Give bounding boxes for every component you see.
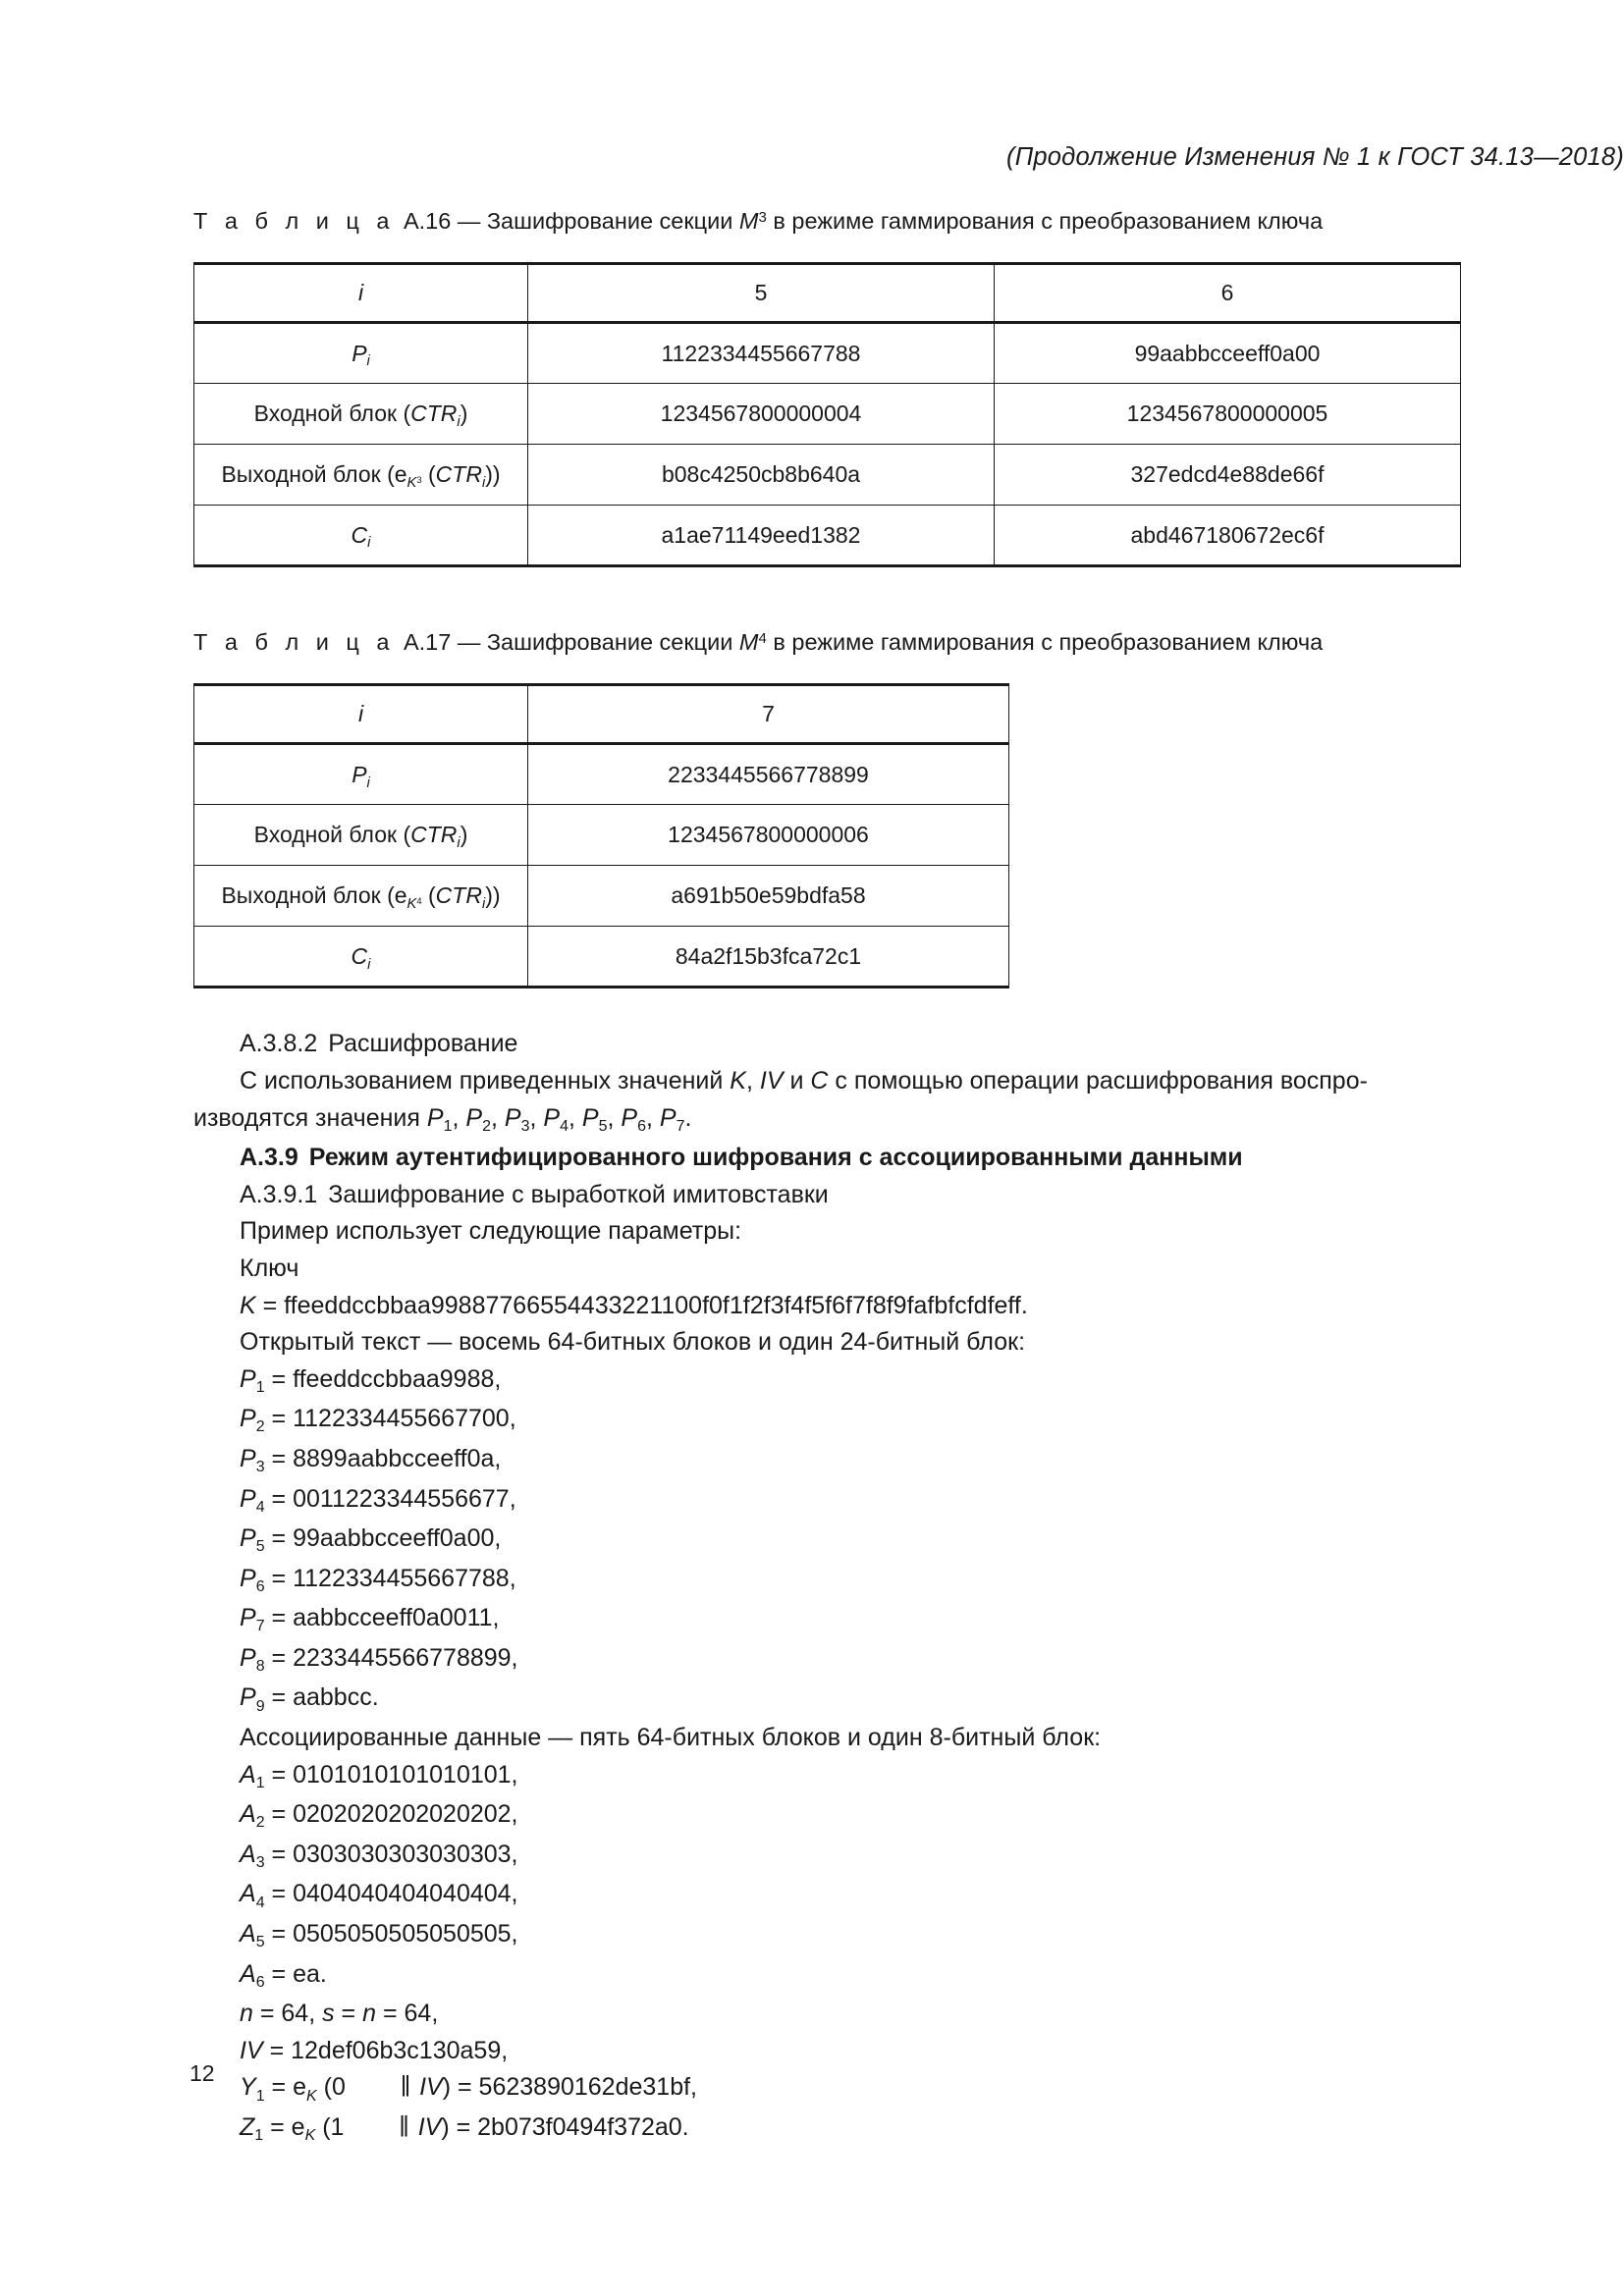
decrypt-text-a: С использованием приведенных значений [240, 1066, 731, 1095]
section-a39-title: Режим аутентифицированного шифрования с ассоциированными данными [308, 1144, 1243, 1172]
assoc-symbol: A [240, 1760, 256, 1789]
table-a16-col-i [194, 264, 528, 323]
row-label-sup: 3 [416, 473, 422, 485]
decrypt-text-c: и [783, 1066, 811, 1095]
plaintext-value: = 1122334455667700, [271, 1405, 516, 1433]
plaintext-item [193, 1561, 1460, 1601]
y1-line [193, 2069, 1460, 2109]
table-a16-col-6: 6 [995, 264, 1461, 323]
table-a17-caption-text-before: Зашифрование секции [486, 629, 733, 656]
row-symbol-sub: i [366, 353, 370, 370]
row-symbol: P [352, 340, 367, 366]
table-a17-row-output-val-7: a691b50e59bdfa58 [528, 866, 1009, 927]
p-symbol: P [504, 1103, 521, 1132]
key-symbol: K [240, 1291, 256, 1319]
plaintext-item [193, 1362, 1460, 1402]
table-a16-row-output-val-5: b08c4250cb8b640a [528, 445, 995, 506]
section-a382-title: Расшифрование [328, 1030, 518, 1058]
plaintext-index: 9 [255, 1697, 265, 1715]
concat-bar-icon: ‖ [399, 2110, 409, 2144]
plaintext-index: 2 [255, 1418, 265, 1436]
plaintext-value: = aabbcceeff0a0011, [271, 1604, 500, 1632]
table-row [194, 445, 1461, 506]
plaintext-item [193, 1680, 1460, 1720]
table-a16-caption-symbol-sup: 3 [758, 209, 767, 227]
plaintext-item [193, 1640, 1460, 1681]
table-row [194, 685, 1009, 744]
z-key-sub: K [304, 2127, 316, 2145]
plaintext-symbol: P [240, 1604, 256, 1632]
table-a17-row-p-val-7: 2233445566778899 [528, 744, 1009, 805]
row-label-text: Входной блок ( [253, 822, 411, 848]
table-a17-caption [193, 628, 1460, 656]
table-a17-caption-keyword: Т а б л и ц а [193, 629, 395, 656]
table-a17-row-c-val-7: 84a2f15b3fca72c1 [528, 927, 1009, 988]
p-symbol: P [426, 1103, 444, 1132]
table-a16-caption-number: А.16 [403, 208, 452, 234]
n-s-line [193, 1996, 1460, 2033]
table-a16-row-output-label [194, 445, 528, 506]
table-a17-col-7: 7 [528, 685, 1009, 744]
key-line [193, 1288, 1460, 1325]
assoc-symbol: A [240, 1959, 256, 1988]
plaintext-symbol: P [240, 1564, 256, 1592]
assoc-value: = 0303030303030303, [271, 1840, 518, 1868]
table-a17-caption-symbol: M [738, 629, 759, 656]
assoc-value: = 0505050505050505, [271, 1920, 518, 1949]
z-arg-open: (1 [322, 2113, 345, 2141]
table-a16-row-p-val-5: 1122334455667788 [528, 323, 995, 384]
section-a39-heading [193, 1140, 1460, 1177]
decrypt-text-b: , [745, 1066, 760, 1095]
plaintext-index: 8 [255, 1657, 265, 1675]
assoc-index: 1 [255, 1774, 265, 1791]
n-symbol: n [240, 2000, 253, 2028]
page-number: 12 [189, 2060, 215, 2086]
table-row [194, 805, 1009, 866]
table-a17-row-input-label [194, 805, 528, 866]
row-label-sub: i [481, 896, 486, 913]
key-value: = ffeeddccbbaa99887766554433221100f0f1f2f3f4f5f6f7f8f9fafbfcfdfeff. [262, 1291, 1028, 1319]
plaintext-value: = 99aabbcceeff0a00, [271, 1524, 502, 1553]
y-index: 1 [255, 2087, 265, 2105]
iv-symbol: IV [240, 2036, 263, 2064]
assoc-index: 5 [255, 1934, 265, 1951]
page-content [193, 0, 1460, 2150]
table-a17-col-i [194, 685, 528, 744]
row-label-italic: CTR [435, 461, 482, 488]
iv-line [193, 2033, 1460, 2070]
table-row [194, 264, 1461, 323]
assoc-value: = 0202020202020202, [271, 1800, 518, 1829]
row-symbol: P [352, 761, 367, 787]
row-label-italic: CTR [435, 882, 482, 909]
row-label-tail: ) [460, 400, 468, 427]
plaintext-index: 7 [255, 1618, 265, 1635]
plaintext-index: 5 [255, 1538, 265, 1556]
section-a391-heading [193, 1177, 1460, 1214]
params-intro: Пример использует следующие параметры: [240, 1217, 742, 1246]
row-label-italic: CTR [410, 822, 458, 848]
assoc-item [193, 1796, 1460, 1837]
p-sub-6: 6 [637, 1117, 646, 1135]
table-a16-col-i-label: i [357, 280, 364, 306]
row-label-sub: i [457, 835, 460, 852]
body-text [193, 1026, 1460, 2149]
section-a382-number: А.3.8.2 [240, 1030, 318, 1058]
table-a17-col-i-label: i [357, 701, 364, 727]
row-label-tail: ) [460, 822, 468, 848]
table-a16-row-input-val-6: 1234567800000005 [995, 384, 1461, 445]
plaintext-value: = 8899aabbcceeff0a, [271, 1444, 502, 1472]
plaintext-index: 6 [255, 1577, 265, 1595]
plaintext-symbol: P [240, 1524, 256, 1553]
table-row [194, 384, 1461, 445]
row-label-sub: i [457, 413, 460, 430]
plaintext-index: 1 [255, 1378, 265, 1396]
decryption-paragraph-line2: изводятся значения $P_1$, $P_2$, $P_3$, $P_4$, $P_5$, $P_6$, $P_7$. [193, 1103, 692, 1135]
table-a16-row-p-val-6: 99aabbcceeff0a00 [995, 323, 1461, 384]
p-symbol: P [659, 1103, 677, 1132]
table-a17-row-p-label [194, 744, 528, 805]
p-symbol: P [543, 1103, 561, 1132]
plaintext-value: = aabbcc. [271, 1683, 379, 1712]
assoc-index: 2 [255, 1814, 265, 1832]
row-label-sub-k: K [406, 896, 417, 913]
table-row [194, 323, 1461, 384]
p-sub-3: 3 [520, 1117, 530, 1135]
n-value-2: = 64, [376, 2000, 439, 2028]
z-arg-iv: IV [417, 2113, 442, 2141]
iv-value: = 12def06b3c130a59, [269, 2036, 509, 2064]
row-symbol-sub: i [367, 535, 371, 552]
n-value: = 64, [252, 2000, 323, 2028]
table-a16-row-output-val-6: 327edcd4e88de66f [995, 445, 1461, 506]
key-label: Ключ [240, 1254, 299, 1282]
plaintext-index: 4 [255, 1498, 265, 1516]
table-a17-caption-symbol-sup: 4 [758, 630, 767, 648]
assoc-item [193, 1757, 1460, 1797]
plaintext-symbol: P [240, 1405, 256, 1433]
table-row [194, 927, 1009, 988]
assoc-item [193, 1837, 1460, 1877]
plaintext-symbol: P [240, 1683, 256, 1712]
assoc-symbol: A [240, 1880, 256, 1908]
table-a16-row-c-val-6: abd467180672ec6f [995, 506, 1461, 566]
row-label-sub: i [481, 474, 486, 491]
plaintext-value: = 2233445566778899, [271, 1643, 518, 1672]
y-arg-open: (0 [323, 2073, 346, 2102]
row-symbol: C [351, 942, 368, 969]
row-symbol-sub: i [366, 774, 370, 791]
row-label-mid: ( [421, 882, 436, 909]
table-a17-row-input-val-7: 1234567800000006 [528, 805, 1009, 866]
assoc-value: = 0101010101010101, [271, 1760, 518, 1789]
table-a17-caption-number: А.17 [403, 629, 452, 656]
plaintext-item [193, 1481, 1460, 1522]
table-a16-caption-keyword: Т а б л и ц а [193, 208, 395, 234]
z-index: 1 [254, 2127, 264, 2145]
table-a16-row-c-val-5: a1ae71149eed1382 [528, 506, 995, 566]
plaintext-intro: Открытый текст — восемь 64-битных блоков и один 24-битный блок: [240, 1328, 1026, 1357]
plaintext-item [193, 1600, 1460, 1640]
assoc-value: = 0404040404040404, [271, 1880, 518, 1908]
assoc-symbol: A [240, 1840, 256, 1868]
y-arg-close: ) [442, 2073, 452, 2102]
table-a17-row-c-label [194, 927, 528, 988]
decryption-paragraph-line1 [193, 1063, 1460, 1100]
table-a16 [193, 262, 1461, 567]
plaintext-index: 3 [255, 1459, 265, 1476]
row-label-sup: 4 [416, 894, 422, 906]
y-eq-1: = e [271, 2073, 306, 2102]
table-row [194, 744, 1009, 805]
plaintext-symbol: P [240, 1444, 256, 1472]
plaintext-symbol: P [240, 1364, 256, 1393]
table-a17-row-output-label [194, 866, 528, 927]
p-symbol: P [621, 1103, 638, 1132]
assoc-symbol: A [240, 1920, 256, 1949]
table-a16-col-5: 5 [528, 264, 995, 323]
s-equals: = [334, 2000, 363, 2028]
row-label-text: Выходной блок (e [221, 461, 407, 488]
row-label-sub-k: K [406, 474, 417, 491]
row-label-text: Входной блок ( [253, 400, 411, 427]
assoc-index: 4 [255, 1894, 265, 1911]
decrypt-line2-tail: . [684, 1103, 692, 1132]
p-sub-2: 2 [482, 1117, 491, 1135]
section-a391-title: Зашифрование с выработкой имитовставки [328, 1180, 829, 1208]
assoc-intro: Ассоциированные данные — пять 64-битных блоков и один 8-битный блок: [240, 1724, 1102, 1752]
plaintext-value: = ffeeddccbbaa9988, [271, 1364, 502, 1393]
p-sub-7: 7 [676, 1117, 685, 1135]
p-symbol: P [465, 1103, 483, 1132]
assoc-symbol: A [240, 1800, 256, 1829]
decrypt-line2-text: изводятся значения [193, 1103, 427, 1132]
plaintext-symbol: P [240, 1484, 256, 1513]
z-value: = 2b073f0494f372a0. [456, 2113, 689, 2141]
assoc-index: 3 [255, 1853, 265, 1871]
plaintext-value: = 1122334455667788, [271, 1564, 516, 1592]
table-a16-caption-symbol: M [738, 208, 759, 234]
assoc-index: 6 [255, 1973, 265, 1991]
p-sub-4: 4 [560, 1117, 568, 1135]
p-sub-1: 1 [443, 1117, 453, 1135]
assoc-item [193, 1916, 1460, 1956]
table-row [194, 506, 1461, 566]
assoc-item [193, 1876, 1460, 1916]
s-symbol: s [322, 2000, 335, 2028]
row-symbol: C [351, 521, 368, 548]
row-symbol-sub: i [367, 956, 371, 973]
y-value: = 5623890162de31bf, [458, 2073, 697, 2102]
y-key-sub: K [306, 2087, 317, 2105]
z-arg-close: ) [441, 2113, 450, 2141]
table-a16-row-p-label [194, 323, 528, 384]
decrypt-symbol-k: K [730, 1066, 746, 1095]
assoc-item [193, 1956, 1460, 1997]
plaintext-item [193, 1521, 1460, 1561]
section-a39-number: А.3.9 [240, 1144, 298, 1172]
decrypt-symbol-c: C [810, 1066, 829, 1095]
plaintext-item [193, 1401, 1460, 1441]
table-row [194, 866, 1009, 927]
table-a16-row-input-val-5: 1234567800000004 [528, 384, 995, 445]
table-a16-row-c-label [194, 506, 528, 566]
row-label-mid: ( [421, 461, 436, 488]
section-a391-number: А.3.9.1 [240, 1180, 318, 1208]
table-a17-caption-text-after: в режиме гаммирования с преобразованием ключа [773, 629, 1324, 656]
running-head: (Продолжение Изменения № 1 к ГОСТ 34.13—2018) [1006, 143, 1624, 171]
table-a17-caption-dash: — [457, 629, 481, 656]
table-a16-caption-text-after: в режиме гаммирования с преобразованием ключа [773, 208, 1324, 234]
n-symbol-2: n [362, 2000, 377, 2028]
concat-bar-icon: ‖ [400, 2070, 411, 2104]
row-label-italic: CTR [410, 400, 458, 427]
row-label-text: Выходной блок (e [221, 882, 407, 909]
y-arg-iv: IV [419, 2073, 443, 2102]
decrypt-text-d: с помощью операции расшифрования воспро- [828, 1066, 1368, 1095]
assoc-value: = ea. [271, 1959, 327, 1988]
decrypt-symbol-iv: IV [759, 1066, 784, 1095]
table-a16-row-input-label [194, 384, 528, 445]
row-label-tail: )) [485, 461, 501, 488]
z-symbol: Z [240, 2113, 255, 2141]
table-a16-caption [193, 207, 1460, 235]
p-symbol: P [581, 1103, 599, 1132]
y-symbol: Y [240, 2073, 256, 2102]
section-a382-heading [193, 1026, 1460, 1063]
table-a17 [193, 683, 1009, 988]
row-label-tail: )) [485, 882, 501, 909]
z-eq-1: = e [270, 2113, 305, 2141]
plaintext-item [193, 1441, 1460, 1481]
z1-line [193, 2109, 1460, 2150]
p-sub-5: 5 [598, 1117, 608, 1135]
table-a16-caption-dash: — [457, 208, 481, 234]
table-a16-caption-text-before: Зашифрование секции [486, 208, 733, 234]
plaintext-value: = 0011223344556677, [271, 1484, 516, 1513]
plaintext-symbol: P [240, 1643, 256, 1672]
